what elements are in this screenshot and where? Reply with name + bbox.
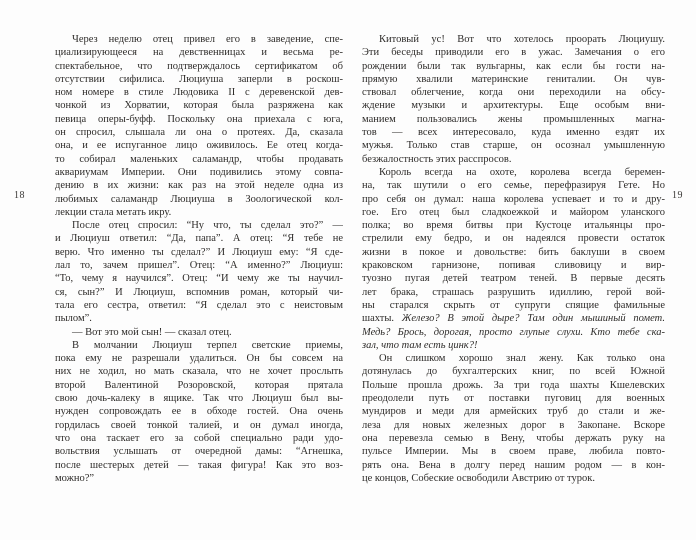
text-segment: “То, чему я научился”. Отец: “И чему же ты научил- [55,273,343,285]
text-segment: тов — всех интересовало, куда именно ездят их [362,127,665,139]
text-segment: Он слишком хорошо знал жену. Как только она [379,353,665,365]
text-segment: она, и ее испуганное лицо оживилось. Ее отец когда- [55,140,343,152]
text-segment: чонкой из Хорватии, которая была разряжена как [55,100,343,112]
text-line [362,286,665,299]
text-line [55,392,343,405]
text-segment: краковском гарнизоне, попивая сливовицу и вир- [362,260,665,272]
text-segment: полка; во время битвы при Кустоце итальянцы про- [362,220,665,232]
text-line [362,193,665,206]
text-line [362,246,665,259]
text-segment: мундиров и меди для армейских труб до стали и же- [362,406,665,418]
text-line [55,405,343,418]
text-line [362,392,665,405]
text-segment: преодолели путь от поставки пуговиц для военных [362,393,665,405]
text-line [55,193,343,206]
text-segment: Эти беседы приводили его в ужас. Замечания о его [362,47,665,59]
text-line [362,219,665,232]
text-segment: После отец спросил: “Ну что, ты сделал это?” — [72,220,343,232]
text-line [55,299,343,312]
text-segment: верю. Что именно ты сделал?” И Люциуш ему: “Я сде- [55,246,343,258]
paragraph [55,219,343,325]
text-line [362,272,665,285]
text-line [362,445,665,458]
text-line [362,113,665,126]
text-segment: шахты. [362,313,402,325]
text-line [55,419,343,432]
text-line [362,60,665,73]
text-line [362,432,665,445]
text-line [55,179,343,192]
text-segment: ствовал облегчение, когда они переходили на обсу- [362,87,665,99]
text-segment: манием пользовались жены промышленных магна- [362,113,665,125]
text-segment: лал то, зачем пришел”. Отец: “А именно?” Люциуш: [55,260,343,272]
text-segment: он спросил, слышала ли она о протеях. Да, сказала [55,127,343,139]
text-segment: певица оперы-буфф. Поскольку она приехала с юга, [55,113,343,125]
text-line [362,419,665,432]
text-segment: дению в их жизни: как раз на этой неделе одна из [55,180,343,192]
text-segment: циализирующееся на девственницах и весьма ре- [55,47,343,59]
text-line [362,73,665,86]
text-line [55,259,343,272]
text-line [362,472,665,485]
text-segment: и Люциуш ответил: “Да, папа”. А отец: “Я тебе не [55,233,343,245]
text-line [362,126,665,139]
text-segment: ждение музыки и архитектуры. Еще особым вни- [362,100,665,112]
text-line [362,299,665,312]
text-segment: стрелили ему бедро, и он надеялся провести остаток [362,233,665,245]
text-line [362,86,665,99]
paragraph [362,166,665,352]
text-line [55,472,343,485]
text-line [362,339,665,352]
text-line [55,73,343,86]
text-line [55,139,343,152]
text-segment: на, так шутили о его семье, перефразируя Гете. Но [362,180,665,192]
text-segment: то собирал маленьких саламандр, чтобы продавать [55,153,343,165]
text-segment: них не ходил, но мать сказала, что не хочет прослыть [55,366,343,378]
text-line [55,113,343,126]
text-line [55,232,343,245]
text-segment: Китовый ус! Вот что хотелось проорать Люциушу. [379,34,665,45]
text-segment: любимых саламандр Люциуша в Зоологической кол- [55,193,343,205]
text-line [55,219,343,232]
text-line [55,339,343,352]
text-line [55,166,343,179]
text-segment: нужден сопровождать ее в обходе гостей. Она очень [55,406,343,418]
text-line [55,365,343,378]
text-line [362,139,665,152]
text-line [362,153,665,166]
text-line [362,232,665,245]
text-line [55,272,343,285]
text-line [362,179,665,192]
text-line [55,459,343,472]
text-line [55,432,343,445]
text-line [55,99,343,112]
text-line [55,86,343,99]
paragraph [55,339,343,485]
text-segment: ся, сын?” И Люциуш, вспомнив роман, который чи- [55,286,343,298]
text-segment: дотянулась до бухгалтерских книг, по всей Южной [362,366,665,378]
text-segment: гое. Его отец был сладкоежкой и майором уланского [362,206,665,218]
text-line [362,352,665,365]
text-line [55,153,343,166]
text-segment: аквариумам Империи. Они подивились этому совпа- [55,166,343,178]
text-segment: це концов, Собеские освободили Австрию от турок. [362,472,595,484]
text-segment: Король всегда на охоте, королева всегда беремен- [379,166,665,178]
text-line [362,459,665,472]
text-line [362,166,665,179]
paragraph [362,33,665,166]
text-line [362,33,665,46]
text-line [362,326,665,339]
text-segment: жизни в покое и довольстве: бить баклуши в своем [362,246,665,258]
text-segment: — Вот это мой сын! — сказал отец. [72,326,232,338]
text-segment: ном номере в стиле Людовика II с деревенской дев- [55,87,343,99]
text-segment: прямую хвалили материнские гениталии. Он чув- [362,73,665,85]
page-number-right: 19 [672,190,683,201]
text-segment: что она таскает его за собой специально ради удо- [55,432,343,444]
text-line [362,365,665,378]
page-number-left: 18 [14,190,25,201]
text-segment: вольствия услышать от очередной дамы: “Агнешка, [55,446,343,458]
text-segment: гордилась своей тонкой талией, и он думал иногда, [55,419,343,431]
text-line [55,46,343,59]
text-segment: спектабельное, что подтверждалось сертификатом об [55,60,343,72]
text-segment: лекции стала метать икру. [55,206,172,218]
text-line [55,312,343,325]
text-segment: леза для новых железных дорог в Закопане. Вскоре [362,419,665,431]
text-line [55,33,343,46]
text-line [55,246,343,259]
text-segment: после шестерых детей — такая фигура! Как это воз- [55,459,343,471]
text-segment: она перевезла семью в Вену, чтобы держать руку на [362,432,665,444]
italic-text-segment: Железо? В этой дыре? Там один мышиный помет. [401,313,665,325]
text-segment: второй Валентиной Розоровской, которая прятала [55,379,343,391]
text-segment: В молчании Люциуш терпел светские приемы, [72,339,343,351]
text-segment: мужья. Только став старше, он осознал умышленную [362,140,665,152]
text-segment: лет брака, страшась разрушить идиллию, герой вой- [362,286,665,298]
text-line [362,379,665,392]
text-line [55,326,343,339]
text-segment: тала его сестра, ответил: “Я сделал это с неистовым [55,299,343,311]
text-line [55,60,343,73]
text-line [362,405,665,418]
text-line [362,99,665,112]
paragraph [362,352,665,485]
text-segment: пульсе Империи. Мы в своем праве, любила повто- [362,446,665,458]
text-line [55,286,343,299]
text-segment: пока ему не разрешали удалиться. Он бы совсем на [55,353,343,365]
text-segment: отсутствии сифилиса. Люциуша заперли в роскош- [55,73,343,85]
text-line [362,312,665,325]
text-segment: рождении были так вульгарны, как если бы гости на- [362,60,665,72]
text-line [55,126,343,139]
text-segment: свою дочь-калеку в ящике. Так что Люциуш был вы- [55,393,343,405]
text-line [55,352,343,365]
left-page-text [55,33,343,485]
text-segment: ны старался скрыть от супруги спящие фамильные [362,299,665,311]
text-line [55,379,343,392]
text-segment: рять она. Вена в долгу перед нашим родом — в кон- [362,459,665,471]
text-segment: можно?” [55,472,95,484]
text-segment: пылом”. [55,313,92,325]
text-line [55,206,343,219]
paragraph [55,33,343,219]
text-segment: про себя он думал: наша королева успевает и то и дру- [362,193,665,205]
text-segment: туозно пугая детей театром теней. В первые десять [362,273,665,285]
text-line [362,206,665,219]
italic-text-segment: Медь? Брось, дорогая, просто глупые слухи. Кто тебе ска- [362,326,665,338]
italic-text-segment: зал, что там есть цинк?! [362,339,478,351]
text-segment: Через неделю отец привел его в заведение, спе- [72,34,343,45]
text-segment: безжалостность этих расспросов. [362,153,512,165]
text-line [362,46,665,59]
text-line [362,259,665,272]
right-page-text [362,33,665,485]
text-line [55,445,343,458]
paragraph [55,326,343,339]
text-segment: Польше прошла дрожь. За три года шахты Кшелевских [362,379,665,391]
